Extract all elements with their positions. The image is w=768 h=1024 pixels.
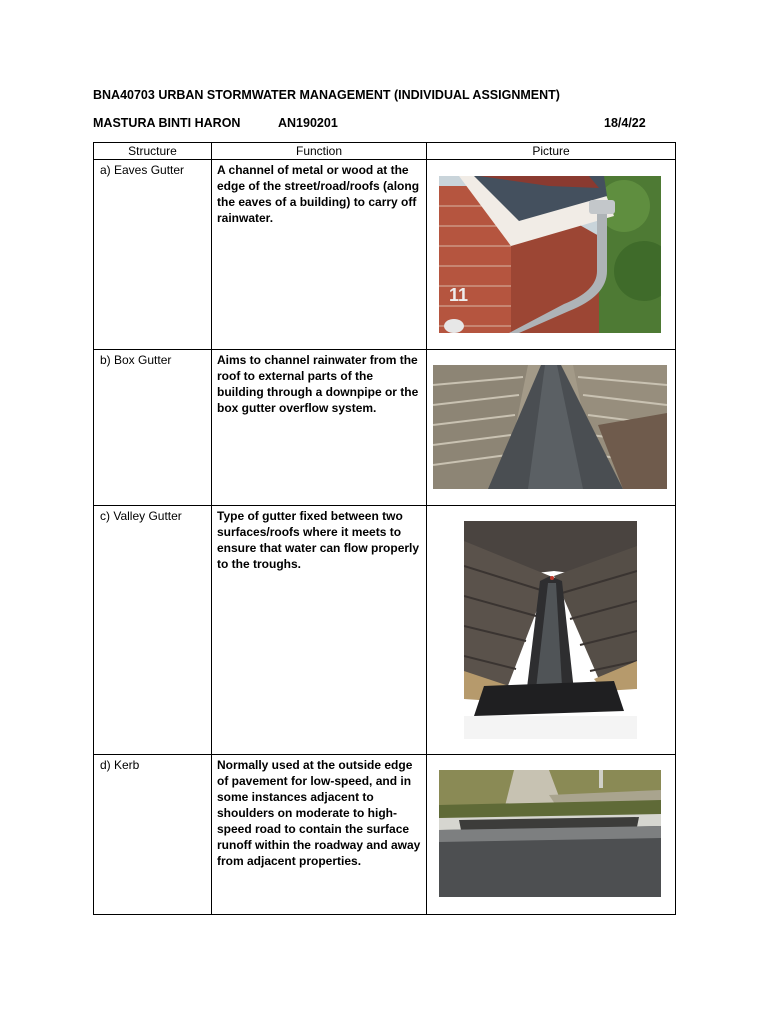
structure-cell bbox=[94, 350, 212, 506]
structure-label: a) Eaves Gutter bbox=[100, 163, 185, 177]
box-gutter-photo bbox=[433, 365, 667, 489]
function-cell bbox=[212, 506, 427, 755]
picture-cell bbox=[427, 350, 676, 506]
eaves-gutter-photo bbox=[439, 176, 661, 333]
picture-cell bbox=[427, 160, 676, 350]
function-cell bbox=[212, 160, 427, 350]
table-row bbox=[94, 506, 676, 755]
assignment-date: 18/4/22 bbox=[604, 116, 646, 130]
table-row bbox=[94, 755, 676, 915]
column-header-function: Function bbox=[212, 143, 427, 160]
function-text: Normally used at the outside edge of pavement for low-speed, and in some instances adjacent to shoulders on moderate to high-speed road to contain the surface runoff within the roadway and away from adjacent properties. bbox=[217, 758, 421, 868]
house-number-text: 11 bbox=[449, 285, 469, 305]
document-title: BNA40703 URBAN STORMWATER MANAGEMENT (INDIVIDUAL ASSIGNMENT) bbox=[93, 88, 560, 102]
structure-label: c) Valley Gutter bbox=[100, 509, 182, 523]
table-header-row bbox=[94, 143, 676, 160]
table-row bbox=[94, 160, 676, 350]
structure-cell bbox=[94, 506, 212, 755]
function-text: Aims to channel rainwater from the roof to external parts of the building through a downpipe or the box gutter overflow system. bbox=[217, 353, 419, 415]
structures-table bbox=[93, 142, 676, 915]
function-cell bbox=[212, 755, 427, 915]
table-row bbox=[94, 350, 676, 506]
picture-cell bbox=[427, 506, 676, 755]
structure-label: b) Box Gutter bbox=[100, 353, 172, 367]
structure-cell bbox=[94, 160, 212, 350]
kerb-photo bbox=[439, 770, 661, 897]
structure-cell bbox=[94, 755, 212, 915]
column-header-picture: Picture bbox=[427, 143, 676, 160]
function-cell bbox=[212, 350, 427, 506]
column-header-structure: Structure bbox=[94, 143, 212, 160]
function-text: Type of gutter fixed between two surfaces/roofs where it meets to ensure that water can flow properly to the troughs. bbox=[217, 509, 420, 571]
function-text: A channel of metal or wood at the edge of the street/road/roofs (along the eaves of a building) to carry off rainwater. bbox=[217, 163, 420, 225]
structure-label: d) Kerb bbox=[100, 758, 140, 772]
student-name: MASTURA BINTI HARON bbox=[93, 116, 241, 130]
picture-cell bbox=[427, 755, 676, 915]
student-id: AN190201 bbox=[278, 116, 338, 130]
valley-gutter-photo bbox=[464, 521, 637, 739]
